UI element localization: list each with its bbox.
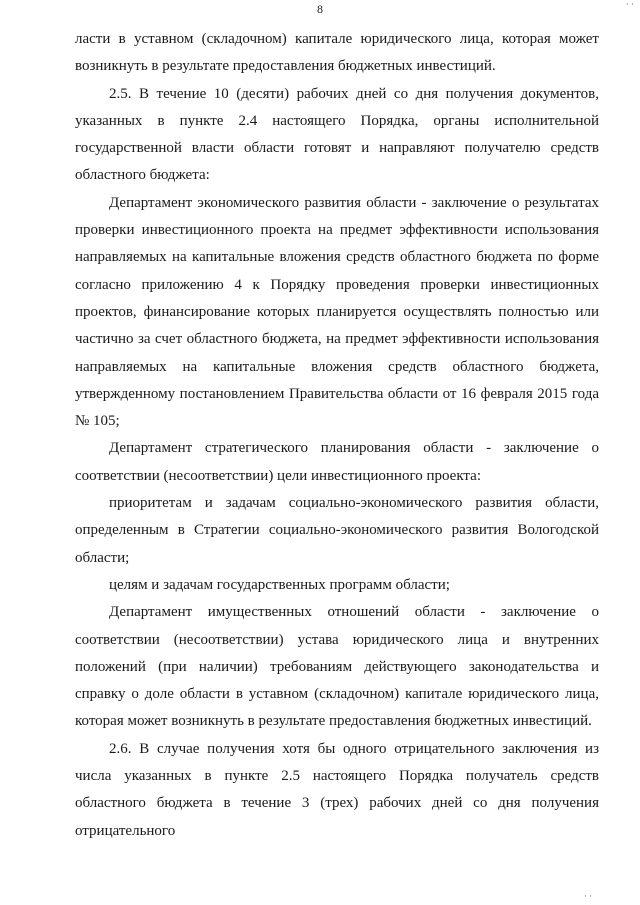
paragraph-economic-dept: Департамент экономического развития области - заключение о результатах проверки инвестиционного проекта на предмет эффективности использования направляемых на капитальные вложения средств областного бюджета по форме согласно приложению 4 к Порядку проведения проверки инвестиционных проектов, финансирование которых планируется осуществлять полностью или частично за счет областного бюджета, на предмет эффективности использования направляемых на капитальные вложения средств областного бюджета, утвержденному постановлением Правительства области от 16 февраля 2015 года № 105;	[75, 194, 599, 430]
document-body	[75, 26, 599, 845]
paragraph-strategic-dept: Департамент стратегического планирования области - заключение о соответствии (несоответствии) цели инвестиционного проекта:	[75, 440, 599, 484]
paragraph-2-5: 2.5. В течение 10 (десяти) рабочих дней со дня получения документов, указанных в пункте 2.4 настоящего Порядка, органы исполнительной государственной власти области готовят и направляют получателю средств областного бюджета:	[75, 85, 599, 184]
page-number: 8	[317, 2, 323, 16]
corner-mark-top: · ·	[625, 0, 634, 9]
paragraph-property-dept: Департамент имущественных отношений области - заключение о соответствии (несоответствии) устава юридического лица и внутренних положений (при наличии) требованиям действующего законодательства и справку о доле области в уставном (складочном) капитале юридического лица, которая может возникнуть в результате предоставления бюджетных инвестиций.	[75, 604, 599, 730]
paragraph-state-programs: целям и задачам государственных программ области;	[109, 576, 450, 593]
corner-mark-bottom: · ·	[583, 891, 592, 901]
paragraph-continuation: ласти в уставном (складочном) капитале юридического лица, которая может возникнуть в результате предоставления бюджетных инвестиций.	[75, 31, 599, 75]
paragraph-priorities: приоритетам и задачам социально-экономического развития области, определенным в Стратегии социально-экономического развития Вологодской области;	[75, 495, 599, 566]
paragraph-2-6: 2.6. В случае получения хотя бы одного отрицательного заключения из числа указанных в пункте 2.5 настоящего Порядка получатель средств областного бюджета в течение 3 (трех) рабочих дней со дня получения отрицательного	[75, 740, 599, 839]
